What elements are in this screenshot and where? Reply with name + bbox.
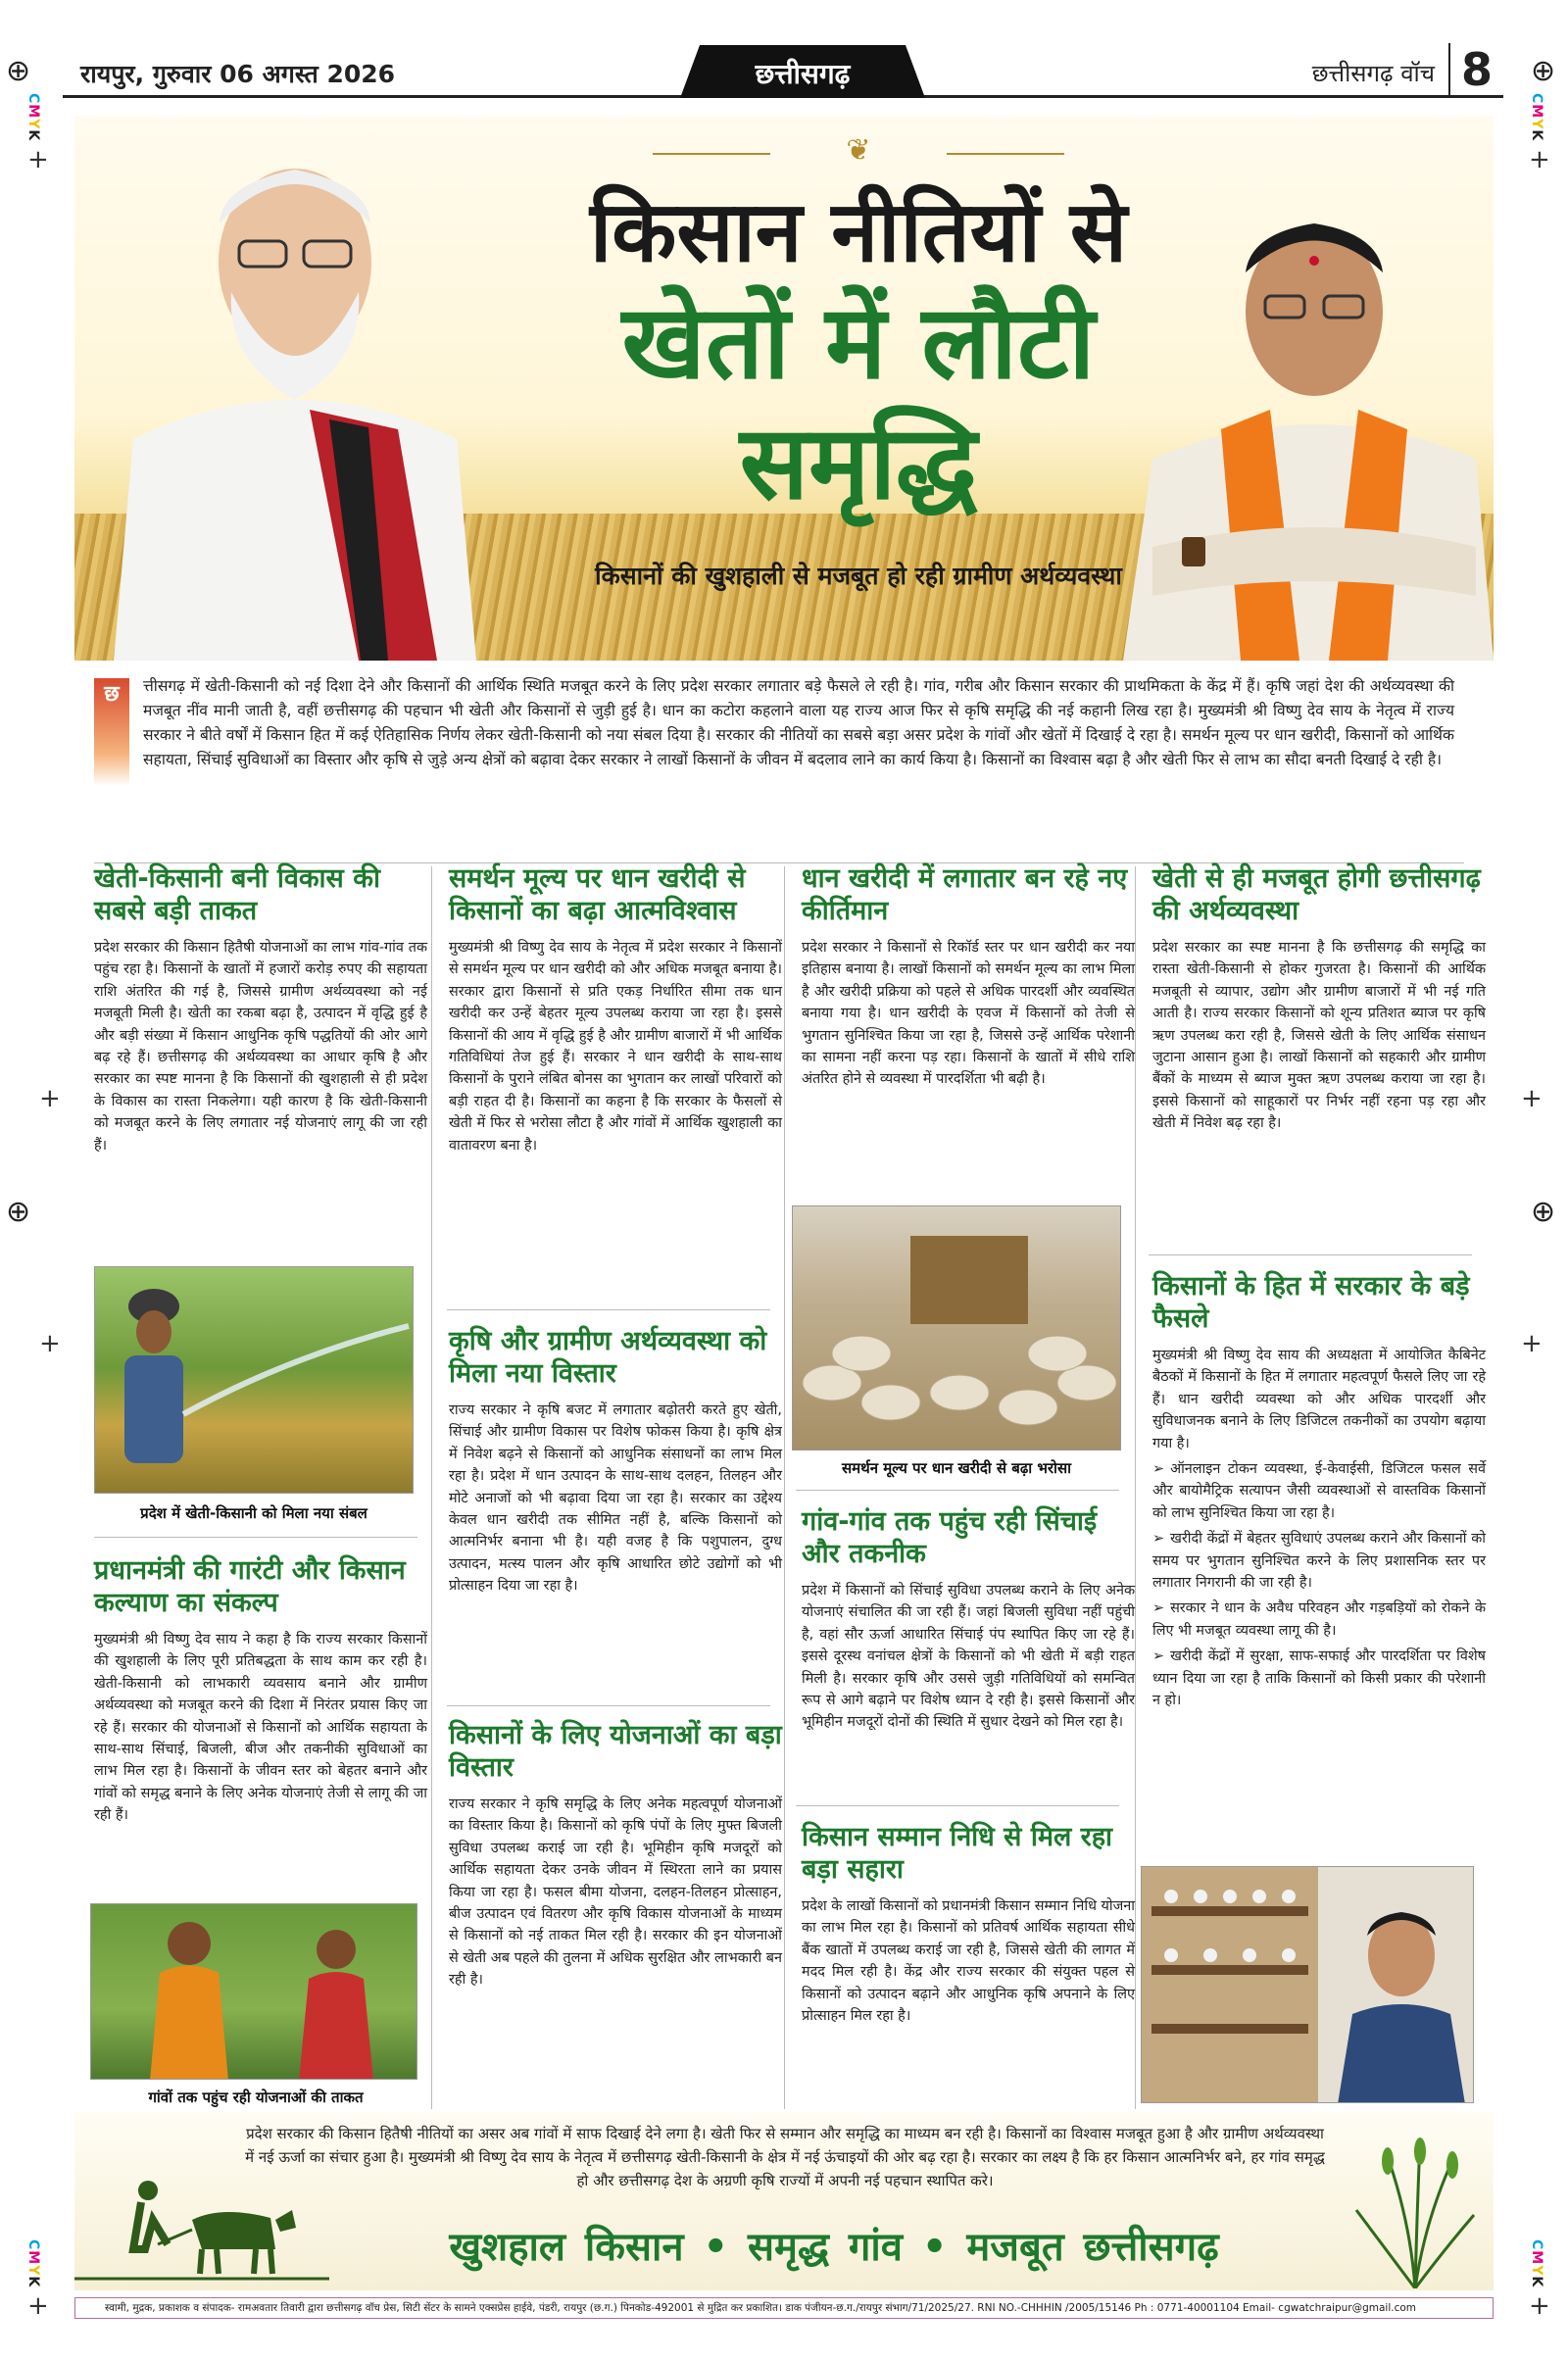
article-body: राज्य सरकार ने कृषि बजट में लगातार बढ़ोतरी करते हुए खेती, सिंचाई और ग्रामीण विकास पर विशेष फोकस किया है। कृषि क्षेत्र में निवेश बढ़ने से किसानों को आधुनिक संसाधनों का लाभ मिल रहा है। प्रदेश में धान उत्पादन के साथ-साथ दलहन, तिलहन और मोटे अनाजों को भी बढ़ावा दिया जा रहा है। सरकार का उद्देश्य केवल धान खरीदी तक सीमित नहीं है, बल्कि किसानों को आत्मनिर्भर बनाना भी है। यही वजह है कि पशुपालन, दुग्ध उत्पादन, मत्स्य पालन और कृषि आधारित छोटे उद्योगों को भी प्रोत्साहन दिया जा रहा है। bbox=[449, 1402, 782, 1595]
article-body: प्रदेश सरकार का स्पष्ट मानना है कि छत्तीसगढ़ की समृद्धि का रास्ता खेती-किसानी से होकर गुजरता है। किसानों की आर्थिक मजबूती से व्यापार, उद्योग और ग्रामीण बाजारों में भी नई गति आती है। राज्य सरकार किसानों को शून्य प्रतिशत ब्याज पर कृषि ऋण उपलब्ध करा रही है, जिससे खेती के लिए आर्थिक संसाधन जुटाना आसान हुआ है। लाखों किसानों को सहकारी और ग्रामीण बैंकों के माध्यम से ब्याज मुक्त ऋण उपलब्ध कराया जा रहा है। इससे किसानों को साहूकारों पर निर्भर नहीं रहना पड़ रहा और खेती में निवेश बढ़ रहा है। bbox=[1152, 940, 1486, 1132]
crop-mark: + bbox=[1521, 1329, 1543, 1358]
article-heading: कृषि और ग्रामीण अर्थव्यवस्था को मिला नया विस्तार bbox=[449, 1326, 767, 1389]
bullet-item: ➢ ऑनलाइन टोकन व्यवस्था, ई-केवाईसी, डिजिटल फसल सर्वे और बायोमैट्रिक सत्यापन जैसी व्यवस्थाओं से वास्तविक किसानों को लाभ सुनिश्चित किया जा रहा है। bbox=[1152, 1461, 1486, 1521]
registration-mark: ⊕ bbox=[1531, 54, 1556, 88]
registration-mark: ⊕ bbox=[1531, 1195, 1556, 1229]
column-1 bbox=[94, 862, 427, 1156]
crop-mark: + bbox=[1529, 145, 1550, 174]
article-body: मुख्यमंत्री श्री विष्णु देव साय की अध्यक्षता में आयोजित कैबिनेट बैठकों में किसानों के हित में लगातार महत्वपूर्ण फैसले लिए जा रहे हैं। धान खरीदी व्यवस्था को और अधिक पारदर्शी और सुविधाजनक बनाने के लिए डिजिटल तकनीकों का उपयोग बढ़ाया गया है। bbox=[1152, 1348, 1486, 1451]
article-heading: गांव-गांव तक पहुंच रही सिंचाई और तकनीक bbox=[802, 1506, 1098, 1569]
column-divider bbox=[784, 866, 785, 2109]
portrait-left-image bbox=[74, 116, 496, 661]
headline-line-2: खेतों में लौटी bbox=[621, 282, 1096, 402]
column-1-lower bbox=[94, 1554, 427, 1827]
footer-banner bbox=[74, 2112, 1494, 2290]
arrow-bullet-icon: ➢ bbox=[1152, 1531, 1165, 1548]
cmyk-strip: CMYK bbox=[1529, 2239, 1544, 2288]
drop-cap: छ bbox=[94, 678, 129, 786]
farmer-spraying-image bbox=[95, 1267, 414, 1494]
crop-mark: + bbox=[1529, 2291, 1550, 2321]
article-heading: खेती-किसानी बनी विकास की सबसे बड़ी ताकत bbox=[94, 863, 380, 926]
column-3-lower bbox=[802, 1821, 1135, 2027]
article-body: प्रदेश सरकार की किसान हितैषी योजनाओं का लाभ गांव-गांव तक पहुंच रहा है। किसानों के खातों में हजारों करोड़ रुपए की सहायता राशि अंतरित की गई है, जिससे ग्रामीण अर्थव्यवस्था को नई मजबूती मिली है। खेती का रकबा बढ़ा है, उत्पादन में वृद्धि हुई है और बड़ी संख्या में किसान आधुनिक कृषि पद्धतियों की ओर आगे बढ़ रहे हैं। छत्तीसगढ़ की अर्थव्यवस्था का आधार कृषि है और सरकार का स्पष्ट मानना है कि किसानों की खुशहाली से ही प्रदेश के विकास का रास्ता निकलेगा। यही कारण है कि खेती-किसानी को मजबूत करने के लिए लगातार नई योजनाएं लागू की जा रही हैं। bbox=[94, 940, 427, 1154]
column-divider bbox=[431, 866, 432, 2109]
bullet-item: ➢ खरीदी केंद्रों में सुरक्षा, साफ-सफाई और पारदर्शिता पर विशेष ध्यान दिया जा रहा है ताकि किसानों को किसी प्रकार की परेशानी न हो। bbox=[1152, 1648, 1486, 1709]
column-2-lower bbox=[449, 1719, 782, 1991]
article-body: मुख्यमंत्री श्री विष्णु देव साय के नेतृत्व में प्रदेश सरकार ने किसानों से समर्थन मूल्य पर धान खरीदी को और अधिक मजबूत बनाया है। सरकार द्वारा किसानों से प्रति एकड़ निर्धारित सीमा तक धान खरीदी कर उन्हें बेहतर मूल्य उपलब्ध कराया जा रहा है। इससे किसानों की आय में वृद्धि हुई है और ग्रामीण बाजारों में भी आर्थिक गतिविधियां तेज हुई हैं। सरकार ने धान खरीदी के साथ-साथ किसानों के पुराने लंबित बोनस का भुगतान कर लाखों परिवारों को बड़ी राहत दी है। किसानों का कहना है कि सरकार के फैसलों से खेती में फिर से भरोसा लौटा है और गांवों में आर्थिक खुशहाली का वातावरण बना है। bbox=[449, 940, 782, 1154]
article-body: प्रदेश में किसानों को सिंचाई सुविधा उपलब्ध कराने के लिए अनेक योजनाएं संचालित की जा रही हैं। जहां बिजली सुविधा नहीं पहुंची है, वहां सौर ऊर्जा आधारित सिंचाई पंप स्थापित किए जा रहे हैं। इससे दूरस्थ वनांचल क्षेत्रों के किसानों को भी खेती में बड़ी राहत मिली है। सरकार कृषि और उससे जुड़ी गतिविधियों को समन्वित रूप से आगे बढ़ाने पर विशेष ध्यान दे रही है। इससे किसानों और भूमिहीन मजदूरों दोनों की स्थिति में सुधार देखने को मिल रहा है। bbox=[802, 1583, 1135, 1731]
cabinet-meeting-image bbox=[1142, 1867, 1474, 2103]
section-divider bbox=[796, 1490, 1119, 1491]
article-body: मुख्यमंत्री श्री विष्णु देव साय ने कहा है कि राज्य सरकार किसानों की खुशहाली के लिए पूरी प्रतिबद्धता के साथ काम कर रही है। खेती-किसानी को लाभकारी व्यवसाय बनाने और ग्रामीण अर्थव्यवस्था को मजबूत करने की दिशा में निरंतर प्रयास किए जा रहे हैं। सरकार की योजनाओं से किसानों को आर्थिक सहायता के साथ-साथ सिंचाई, बिजली, बीज और तकनीकी सुविधाओं का लाभ मिल रहा है। किसानों के जीवन स्तर को बेहतर बनाने और गांवों को समृद्ध बनाने के लिए अनेक योजनाएं तेजी से लागू की जा रही हैं। bbox=[94, 1632, 427, 1824]
section-divider bbox=[796, 1805, 1119, 1806]
cmyk-strip: CMYK bbox=[25, 2239, 41, 2288]
paddy-procurement-photo bbox=[792, 1205, 1121, 1450]
arrow-bullet-icon: ➢ bbox=[1152, 1461, 1165, 1478]
photo-caption: समर्थन मूल्य पर धान खरीदी से बढ़ा भरोसा bbox=[842, 1459, 1071, 1477]
page-number: 8 bbox=[1448, 43, 1503, 98]
bullet-item: ➢ सरकार ने धान के अवैध परिवहन और गड़बड़ियों को रोकने के लिए भी मजबूत व्यवस्था लागू की है। bbox=[1152, 1600, 1486, 1639]
publication-name: छत्तीसगढ़ वॉच bbox=[1311, 60, 1435, 87]
intro-paragraph bbox=[94, 674, 1454, 772]
registration-mark: ⊕ bbox=[6, 1195, 31, 1229]
section-divider bbox=[94, 1537, 417, 1538]
article-heading: धान खरीदी में लगातार बन रहे नए कीर्तिमान bbox=[802, 863, 1128, 926]
crop-mark: + bbox=[27, 2291, 49, 2321]
bullet-item: ➢ खरीदी केंद्रों में बेहतर सुविधाएं उपलब्ध कराने और किसानों को समय पर भुगतान सुनिश्चित करने के लिए प्रशासनिक स्तर पर लगातार निगरानी की जा रही है। bbox=[1152, 1531, 1486, 1592]
section-divider bbox=[447, 1705, 770, 1706]
crop-mark: + bbox=[1521, 1084, 1543, 1113]
column-divider bbox=[1135, 866, 1136, 2109]
closing-paragraph: प्रदेश सरकार की किसान हितैषी नीतियों का असर अब गांवों में साफ दिखाई देने लगा है। खेती फिर से सम्मान और समृद्धि का माध्यम बन रही है। किसानों का विश्वास मजबूत हुआ है और ग्रामीण अर्थव्यवस्था में नई ऊर्जा का संचार हुआ है। मुख्यमंत्री श्री विष्णु देव साय के नेतृत्व में छत्तीसगढ़ खेती-किसानी के क्षेत्र में नई ऊंचाइयों की ओर बढ़ रहा है। सरकार का लक्ष्य है कि हर किसान आत्मनिर्भर बने, हर गांव समृद्ध हो और छत्तीसगढ़ देश के अग्रणी कृषि राज्यों में अपनी नई पहचान स्थापित करे। bbox=[245, 2125, 1325, 2189]
column-4 bbox=[1152, 862, 1486, 1135]
crop-mark: + bbox=[27, 145, 49, 174]
article-heading: खेती से ही मजबूत होगी छत्तीसगढ़ की अर्थव्यवस्था bbox=[1152, 863, 1481, 926]
ornament-line bbox=[947, 153, 1064, 155]
column-3 bbox=[802, 862, 1135, 1091]
crop-mark: + bbox=[39, 1329, 61, 1358]
crop-mark: + bbox=[39, 1084, 61, 1113]
cmyk-strip: CMYK bbox=[25, 93, 41, 142]
ornament-icon: ❦ bbox=[846, 133, 871, 168]
article-body: प्रदेश के लाखों किसानों को प्रधानमंत्री किसान सम्मान निधि योजना का लाभ मिल रहा है। किसानों को प्रतिवर्ष आर्थिक सहायता सीधे बैंक खातों में उपलब्ध कराई जा रही है, जिससे खेती की लागत में मदद मिल रही है। केंद्र और राज्य सरकार की संयुक्त पहल से किसानों को उत्पादन बढ़ाने और आधुनिक कृषि अपनाने के लिए प्रोत्साहन मिल रहा है। bbox=[802, 1898, 1135, 2025]
column-4-lower bbox=[1152, 1270, 1486, 1712]
section-divider bbox=[447, 1309, 770, 1310]
headline-line-3: समृद्धि bbox=[739, 403, 978, 522]
slogan: खुशहाल किसान • समृद्ध गांव • मजबूत छत्तीसगढ़ bbox=[449, 2225, 1219, 2270]
article-body: प्रदेश सरकार ने किसानों से रिकॉर्ड स्तर पर धान खरीदी कर नया इतिहास बनाया है। लाखों किसानों को समर्थन मूल्य का लाभ मिला है और खरीदी प्रक्रिया को पहले से अधिक पारदर्शी और व्यवस्थित बनाया गया है। धान खरीदी के एवज में किसानों को तेजी से भुगतान सुनिश्चित किया जा रहा है, जिससे उन्हें आर्थिक परेशानी का सामना नहीं करना पड़ रहा। किसानों के खातों में सीधे राशि अंतरित होने से व्यवस्था में पारदर्शिता भी बढ़ी है। bbox=[802, 940, 1135, 1088]
women-farmers-image bbox=[91, 1904, 417, 2080]
section-divider bbox=[1149, 1254, 1472, 1255]
column-3-middle bbox=[802, 1505, 1135, 1734]
women-farmers-photo bbox=[90, 1903, 417, 2080]
article-heading: किसानों के लिए योजनाओं का बड़ा विस्तार bbox=[449, 1720, 782, 1783]
article-heading: किसानों के हित में सरकार के बड़े फैसले bbox=[1152, 1271, 1470, 1334]
article-heading: प्रधानमंत्री की गारंटी और किसान कल्याण का संकल्प bbox=[94, 1555, 406, 1618]
registration-mark: ⊕ bbox=[6, 54, 31, 88]
column-2 bbox=[449, 862, 782, 1156]
paddy-sacks-image bbox=[793, 1206, 1121, 1450]
photo-caption: प्रदेश में खेती-किसानी को मिला नया संबल bbox=[140, 1504, 368, 1522]
hero-banner bbox=[74, 116, 1494, 661]
cmyk-strip: CMYK bbox=[1529, 93, 1544, 142]
arrow-bullet-icon: ➢ bbox=[1152, 1600, 1165, 1617]
cabinet-meeting-photo bbox=[1141, 1866, 1474, 2103]
print-line: स्वामी, मुद्रक, प्रकाशक व संपादक- रामअवतार तिवारी द्वारा छत्तीसगढ़ वॉच प्रेस, सिटी सेंटर के सामने एक्सप्रेस हाईवे, पंडरी, रायपुर (छ.ग.) पिनकोड-492001 से मुद्रित कर प्रकाशित। डाक पंजीयन-छ.ग./रायपुर संभाग/71/2025/27. RNI NO.-CHHHIN /2005/15146 Ph : 0771-40001104 Email- cgwatchraipur@gmail.com bbox=[74, 2297, 1494, 2319]
article-heading: समर्थन मूल्य पर धान खरीदी से किसानों का बढ़ा आत्मविश्वास bbox=[449, 863, 746, 926]
headline-subtitle: किसानों की खुशहाली से मजबूत हो रही ग्रामीण अर्थव्यवस्था bbox=[595, 562, 1122, 590]
page-header bbox=[63, 45, 1503, 98]
wheat-stalks-icon bbox=[1347, 2132, 1484, 2288]
intro-text: त्तीसगढ़ में खेती-किसानी को नई दिशा देने और किसानों की आर्थिक स्थिति मजबूत करने के लिए प्रदेश सरकार लगातार बड़े फैसले ले रही है। गांव, गरीब और किसान सरकार की प्राथमिकता के केंद्र में हैं। कृषि जहां देश की अर्थव्यवस्था की मजबूत नींव मानी जाती है, वहीं छत्तीसगढ़ की पहचान भी खेती और किसानों से जुड़ी हुई है। धान का कटोरा कहलाने वाला यह राज्य आज फिर से कृषि समृद्धि की नई कहानी लिख रहा है। मुख्यमंत्री श्री विष्णु देव साय के नेतृत्व में राज्य सरकार ने बीते वर्षों में किसान हित में कई ऐतिहासिक निर्णय लेकर खेती-किसानी को नया संबल दिया है। सरकार की नीतियों का सबसे बड़ा असर प्रदेश के गांवों और खेतों में दिखाई दे रहा है। समर्थन मूल्य पर धान खरीदी, किसानों को आर्थिक सहायता, सिंचाई सुविधाओं का विस्तार और कृषि से जुड़े अन्य क्षेत्रों को बढ़ावा देकर सरकार ने लाखों किसानों के जीवन में बदलाव लाने का कार्य किया है। किसानों का विश्वास बढ़ा है और खेती फिर से लाभ का सौदा बनती दिखाई दे रही है। bbox=[143, 677, 1454, 768]
headline-line-1: किसान नीतियों से bbox=[590, 183, 1127, 281]
farmer-spraying-photo bbox=[94, 1266, 414, 1494]
photo-caption: गांवों तक पहुंच रही योजनाओं की ताकत bbox=[148, 2089, 364, 2106]
ornament-line bbox=[653, 153, 770, 155]
arrow-bullet-icon: ➢ bbox=[1152, 1648, 1165, 1665]
section-name: छत्तीसगढ़ bbox=[755, 58, 851, 90]
column-2-middle bbox=[449, 1325, 782, 1598]
edition-date: रायपुर, गुरुवार 06 अगस्त 2026 bbox=[80, 60, 396, 88]
article-heading: किसान सम्मान निधि से मिल रहा बड़ा सहारा bbox=[802, 1822, 1113, 1885]
article-body: राज्य सरकार ने कृषि समृद्धि के लिए अनेक महत्वपूर्ण योजनाओं का विस्तार किया है। किसानों को कृषि पंपों के लिए मुफ्त बिजली सुविधा उपलब्ध कराई जा रही है। भूमिहीन कृषि मजदूरों को आर्थिक सहायता देकर उनके जीवन में स्थिरता लाने का प्रयास किया जा रहा है। फसल बीमा योजना, दलहन-तिलहन प्रोत्साहन, बीज उत्पादन एवं वितरण और कृषि विकास योजनाओं के माध्यम से किसानों को नई ताकत मिल रही है। सरकार की इन योजनाओं से खेती अब पहले की तुलना में अधिक सुरक्षित और लाभकारी बन रही है। bbox=[449, 1796, 782, 1989]
